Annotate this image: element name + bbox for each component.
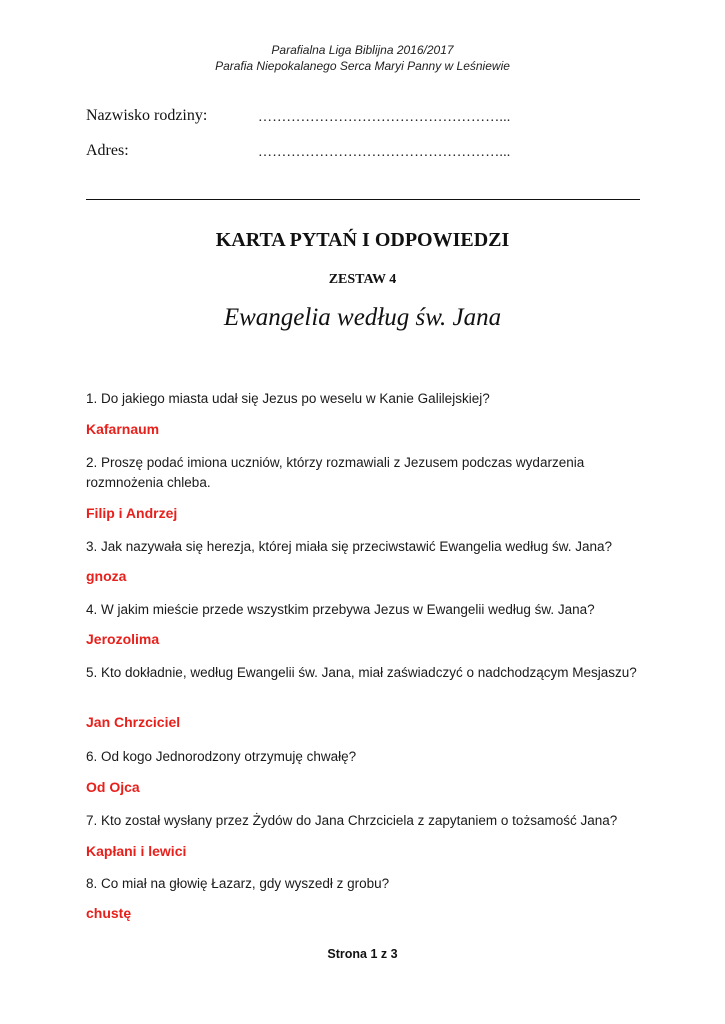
question-1: 1. Do jakiego miasta udał się Jezus po weselu w Kanie Galilejskiej? — [86, 391, 490, 406]
answer-1: Kafarnaum — [86, 421, 160, 437]
question-6: 6. Od kogo Jednorodzony otrzymuję chwałę? — [86, 749, 357, 764]
answer-3: gnoza — [86, 568, 127, 584]
answer-2: Filip i Andrzej — [86, 505, 178, 521]
address-label: Adres: — [86, 142, 129, 159]
family-name-label: Nazwisko rodziny: — [86, 107, 208, 124]
answer-7: Kapłani i lewici — [86, 843, 187, 859]
address-field[interactable]: ……………………………………………... — [258, 145, 511, 160]
header-line-1: Parafialna Liga Biblijna 2016/2017 — [271, 43, 454, 57]
question-3: 3. Jak nazywała się herezja, której miała się przeciwstawić Ewangelia według św. Jana? — [86, 539, 612, 554]
divider-line — [86, 199, 640, 200]
answer-8: chustę — [86, 905, 132, 921]
question-8: 8. Co miał na głowię Łazarz, gdy wyszedł z grobu? — [86, 876, 390, 891]
question-4: 4. W jakim mieście przede wszystkim przebywa Jezus w Ewangelii według św. Jana? — [86, 602, 595, 617]
question-2: 2. Proszę podać imiona uczniów, którzy rozmawiali z Jezusem podczas wydarzenia rozmnożenia chleba. — [86, 455, 585, 490]
set-label: ZESTAW 4 — [328, 272, 397, 287]
answer-6: Od Ojca — [86, 779, 140, 795]
answer-4: Jerozolima — [86, 631, 160, 647]
page-number: Strona 1 z 3 — [327, 947, 398, 961]
answer-5: Jan Chrzciciel — [86, 714, 181, 730]
question-7: 7. Kto został wysłany przez Żydów do Jana Chrzciciela z zapytaniem o tożsamość Jana? — [86, 813, 618, 828]
page-title: KARTA PYTAŃ I ODPOWIEDZI — [215, 229, 510, 251]
family-name-field[interactable]: ……………………………………………... — [258, 110, 511, 125]
page-subtitle: Ewangelia według św. Jana — [223, 304, 502, 331]
question-5: 5. Kto dokładnie, według Ewangelii św. Jana, miał zaświadczyć o nadchodzącym Mesjaszu? — [86, 665, 637, 680]
header-line-2: Parafia Niepokalanego Serca Maryi Panny w Leśniewie — [215, 59, 510, 73]
